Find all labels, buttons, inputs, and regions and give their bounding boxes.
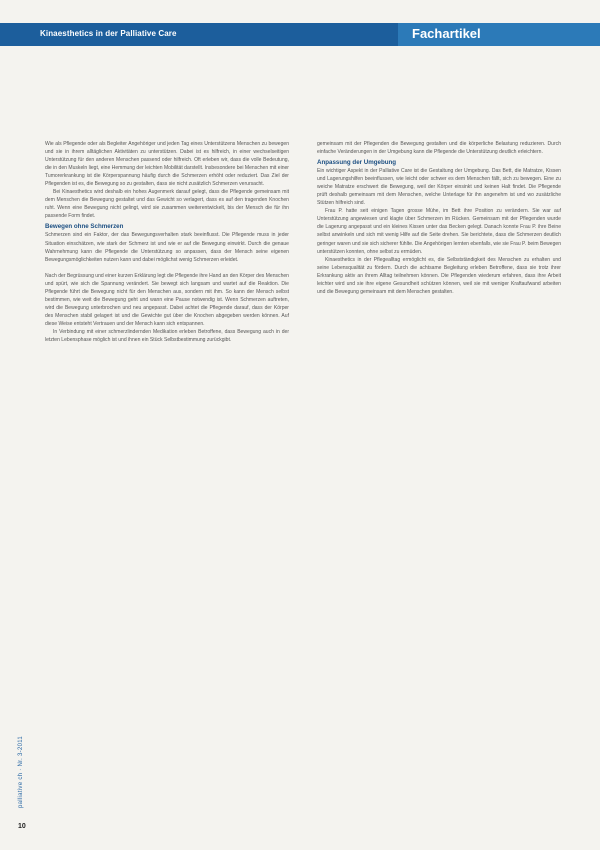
running-header	[0, 23, 600, 46]
paragraph: Frau P. hatte seit einigen Tagen grosse Mühe, im Bett ihre Position zu verändern. Sie war auf Unterstützung angewiesen und klagte über Schmerzen im Rücken. Gemeinsam mit der Pflegenden wurde die Lagerung angepasst und ein kleines Kissen unter das Becken gelegt. Danach konnte Frau P. ihre Beine selbst anwinkeln und sich mit wenig Hilfe auf die Seite drehen. Sie berichtete, dass die Schmerzen deutlich geringer waren und sie sich sicherer fühlte. Die Angehörigen lernten ebenfalls, wie sie Frau P. beim Bewegen unterstützen konnten, ohne selbst zu ermüden.	[317, 208, 561, 255]
running-title: Kinaesthetics in der Palliative Care	[40, 29, 177, 38]
paragraph: Wie als Pflegende oder als Begleiter Angehöriger und jeden Tag eines Unterstützens Menschen zu bewegen und sie in ihrem alltäglichen Aktivitäten zu unterstützen. Dabei ist es hilfreich, in einer wechselseitigen Unterstützung für den anderen Menschen passend oder hilfreich. Oft erleben wir, dass die volle Bedeutung, die in den Muskeln liegt, eine Hemmung der leichten Mobilität darstellt. Insbesondere bei Menschen mit einer Tumorerkrankung ist die Körperspannung häufig durch die Schmerzen erhöht oder reduziert. Das Ziel der Pflegenden ist es, die Bewegung so zu gestalten, dass sie nicht zusätzlich Schmerzen verursacht.	[45, 141, 289, 188]
page-number: 10	[18, 823, 26, 830]
paragraph: Bei Kinaesthetics wird deshalb ein hohes Augenmerk darauf gelegt, dass die Pflegende gemeinsam mit dem Menschen die Bewegung gestaltet und das Gewicht so verlagert, dass es auf den tragenden Knochen ruht. Wenn eine Bewegung nicht gelingt, wird sie zusammen weiterentwickelt, bis der Mensch die für ihn passende Form findet.	[45, 189, 289, 220]
right-column	[317, 140, 561, 296]
section-label: Fachartikel	[412, 26, 481, 41]
journal-reference: palliative ch · Nr. 3-2011	[18, 735, 24, 808]
paragraph: Kinaesthetics in der Pflegealltag ermöglicht es, die Selbstständigkeit des Menschen zu erhalten und seine Lebensqualität zu fördern. Durch die achtsame Begleitung erleben Betroffene, dass sie trotz ihrer Erkrankung aktiv an ihrem Alltag teilnehmen können. Die Pflegenden wiederum erfahren, dass ihre Arbeit leichter wird und sie ihre eigene Gesundheit schützen können, weil sie mit weniger Kraftaufwand arbeiten und die Bewegung gemeinsam mit dem Menschen gestalten.	[317, 256, 561, 295]
paragraph: Schmerzen sind ein Faktor, der das Bewegungsverhalten stark beeinflusst. Die Pflegende muss in jeder Situation einschätzen, wie stark der Schmerz ist und wie er auf die Bewegung einwirkt. Durch die genaue Wahrnehmung kann die Pflegende die Unterstützung so anpassen, dass der Mensch seine eigenen Bewegungsmöglichkeiten nutzen kann und dabei möglichst wenig Schmerzen erleidet.	[45, 232, 289, 263]
left-column	[45, 140, 289, 344]
paragraph: Nach der Begrüssung und einer kurzen Erklärung legt die Pflegende ihre Hand an den Körper des Menschen und spürt, wie sich die Spannung verändert. Sie bewegt sich langsam und wartet auf die Reaktion. Die Pflegende führt die Bewegung nicht für den Menschen aus, sondern mit ihm. So kann der Mensch selbst bestimmen, wie weit die Bewegung geht und wann eine Pause notwendig ist. Wenn Schmerzen auftreten, wird die Bewegung unterbrochen und neu angepasst. Dabei achtet die Pflegende darauf, dass der Körper des Menschen stabil gelagert ist und die Gewichte gut über die Knochen abgegeben werden können. Auf diese Weise entsteht Vertrauen und der Mensch kann sich entspannen.	[45, 272, 289, 327]
paragraph: gemeinsam mit der Pflegenden die Bewegung gestalten und die körperliche Belastung reduzieren. Durch einfache Veränderungen in der Umgebung kann die Pflegende die Unterstützung deutlich erleichtern.	[317, 141, 561, 156]
paragraph: Ein wichtiger Aspekt in der Palliative Care ist die Gestaltung der Umgebung. Das Bett, die Matratze, Kissen und Lagerungshilfen beeinflussen, wie leicht oder schwer es dem Menschen fällt, sich zu bewegen. Eine zu weiche Matratze erschwert die Bewegung, weil der Körper einsinkt und keinen Halt findet. Die Pflegende prüft deshalb gemeinsam mit dem Menschen, welche Unterlage für ihn angenehm ist und wo zusätzliche Stützen hilfreich sind.	[317, 168, 561, 207]
paragraph: In Verbindung mit einer schmerzlindernden Medikation erleben Betroffene, dass Bewegung auch in der letzten Lebensphase möglich ist und ihnen ein Stück Selbstbestimmung zurückgibt.	[45, 328, 289, 344]
section-heading: Anpassung der Umgebung	[317, 159, 397, 167]
section-heading: Bewegen ohne Schmerzen	[45, 223, 124, 231]
